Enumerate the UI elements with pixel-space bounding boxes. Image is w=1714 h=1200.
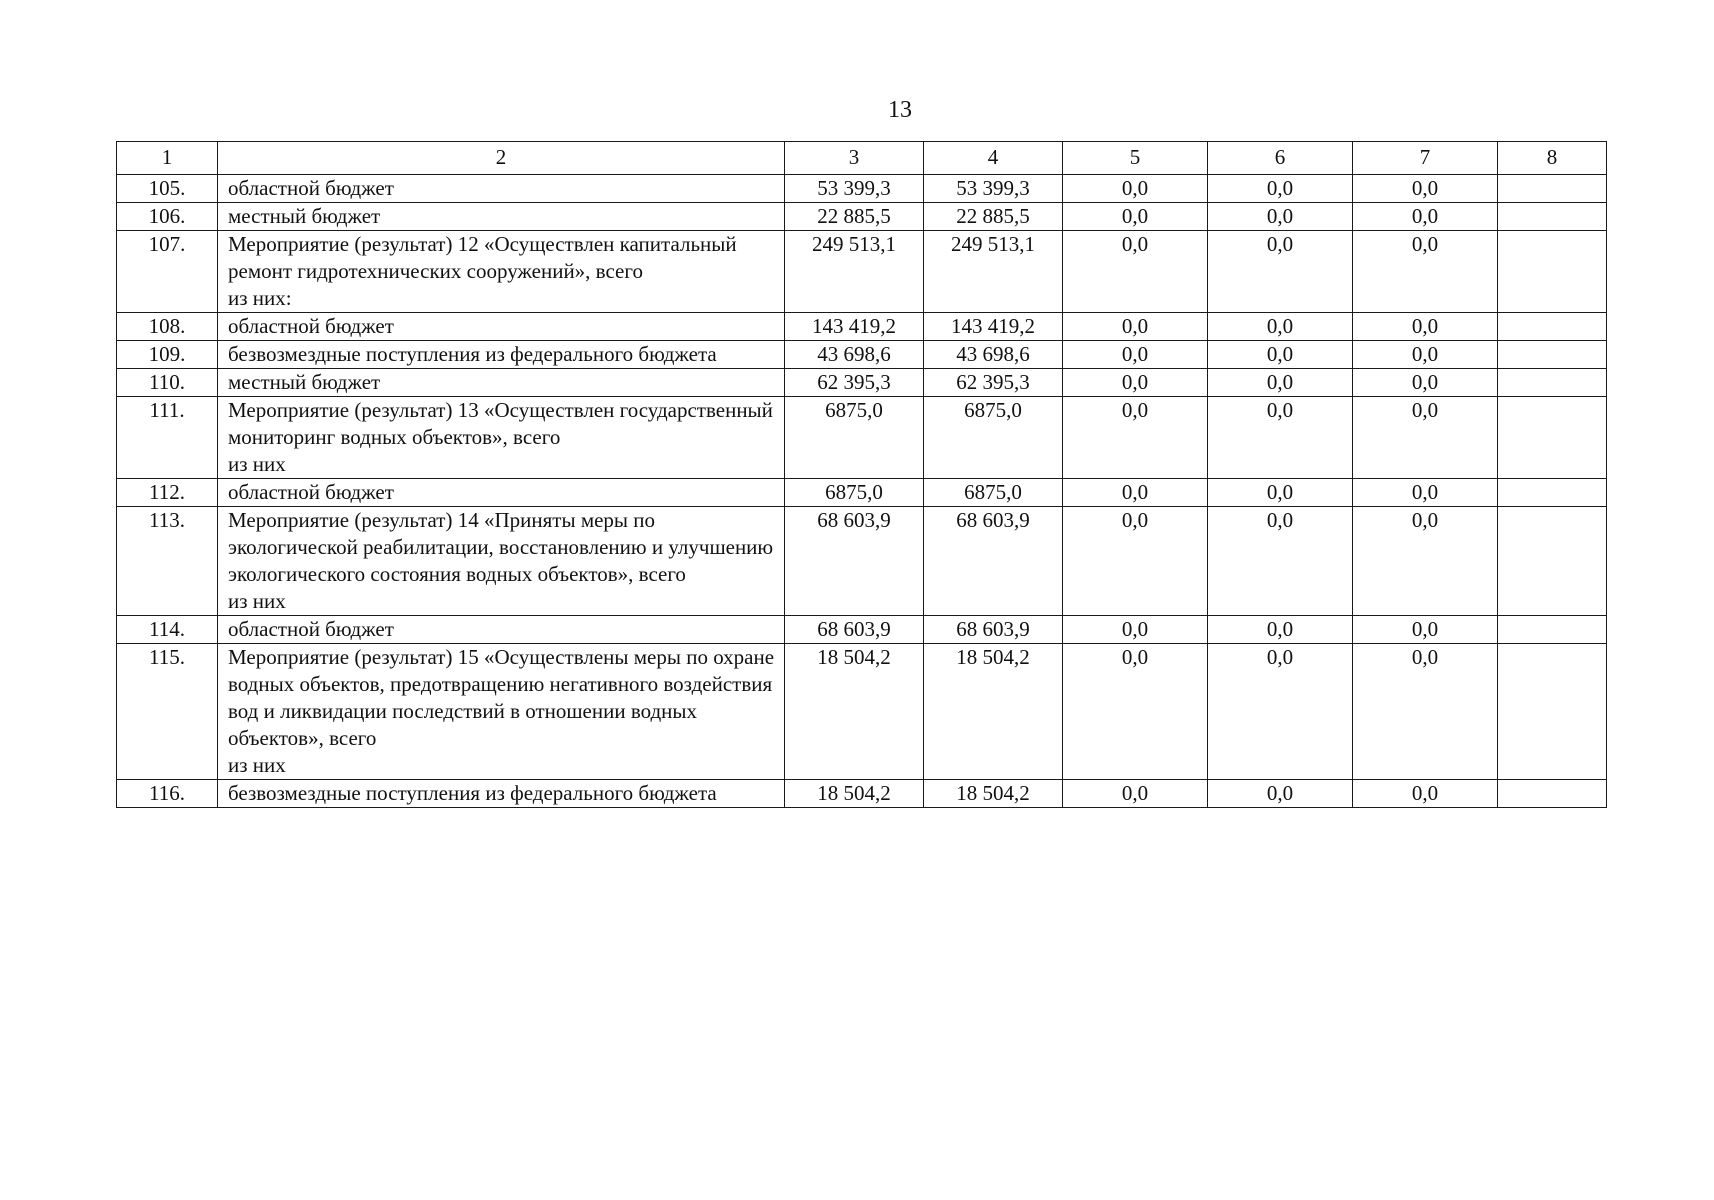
row-description: Мероприятие (результат) 14 «Приняты меры по экологической реабилитации, восстановлению и улучшению экологического состояния водных объектов», всего из них [218,507,785,616]
cell-col5: 0,0 [1063,780,1208,808]
row-number: 107. [117,231,218,313]
row-number: 108. [117,313,218,341]
row-number: 114. [117,616,218,644]
cell-col8 [1498,507,1607,616]
table-row [117,369,1607,397]
cell-col4: 22 885,5 [924,203,1063,231]
row-number: 111. [117,397,218,479]
cell-col4: 249 513,1 [924,231,1063,313]
row-description: Мероприятие (результат) 12 «Осуществлен капитальный ремонт гидротехнических сооружений», всего из них: [218,231,785,313]
cell-col6: 0,0 [1208,369,1353,397]
cell-col5: 0,0 [1063,231,1208,313]
cell-col4: 53 399,3 [924,175,1063,203]
row-description: безвозмездные поступления из федерального бюджета [218,780,785,808]
column-header-1: 1 [117,142,218,175]
cell-col4: 143 419,2 [924,313,1063,341]
row-description: местный бюджет [218,203,785,231]
cell-col4: 18 504,2 [924,780,1063,808]
cell-col4: 68 603,9 [924,507,1063,616]
table-row [117,175,1607,203]
cell-col5: 0,0 [1063,644,1208,780]
cell-col7: 0,0 [1353,397,1498,479]
cell-col8 [1498,313,1607,341]
row-description: областной бюджет [218,175,785,203]
cell-col6: 0,0 [1208,616,1353,644]
cell-col3: 43 698,6 [785,341,924,369]
table-row [117,313,1607,341]
cell-col6: 0,0 [1208,479,1353,507]
cell-col4: 68 603,9 [924,616,1063,644]
cell-col4: 62 395,3 [924,369,1063,397]
cell-col3: 53 399,3 [785,175,924,203]
table-row [117,231,1607,313]
cell-col7: 0,0 [1353,369,1498,397]
row-number: 112. [117,479,218,507]
cell-col6: 0,0 [1208,397,1353,479]
row-number: 115. [117,644,218,780]
cell-col3: 22 885,5 [785,203,924,231]
cell-col3: 68 603,9 [785,616,924,644]
column-header-6: 6 [1208,142,1353,175]
row-description: областной бюджет [218,479,785,507]
row-number: 109. [117,341,218,369]
table-row [117,507,1607,616]
cell-col7: 0,0 [1353,175,1498,203]
row-number: 105. [117,175,218,203]
cell-col6: 0,0 [1208,780,1353,808]
cell-col5: 0,0 [1063,507,1208,616]
cell-col5: 0,0 [1063,341,1208,369]
cell-col5: 0,0 [1063,479,1208,507]
budget-table [116,141,1607,808]
cell-col8 [1498,780,1607,808]
table-body [117,175,1607,808]
cell-col5: 0,0 [1063,397,1208,479]
row-number: 113. [117,507,218,616]
cell-col5: 0,0 [1063,313,1208,341]
cell-col8 [1498,175,1607,203]
cell-col7: 0,0 [1353,341,1498,369]
table-row [117,780,1607,808]
cell-col6: 0,0 [1208,231,1353,313]
cell-col8 [1498,341,1607,369]
cell-col8 [1498,397,1607,479]
table-row [117,644,1607,780]
table-row [117,479,1607,507]
budget-table-container [116,141,1607,808]
cell-col8 [1498,616,1607,644]
row-description: Мероприятие (результат) 15 «Осуществлены меры по охране водных объектов, предотвращению негативного воздействия вод и ликвидации последствий в отношении водных объектов», всего из них [218,644,785,780]
cell-col7: 0,0 [1353,507,1498,616]
cell-col6: 0,0 [1208,203,1353,231]
cell-col3: 18 504,2 [785,780,924,808]
cell-col3: 143 419,2 [785,313,924,341]
column-header-5: 5 [1063,142,1208,175]
row-description: безвозмездные поступления из федерального бюджета [218,341,785,369]
cell-col3: 18 504,2 [785,644,924,780]
cell-col7: 0,0 [1353,313,1498,341]
cell-col4: 6875,0 [924,479,1063,507]
cell-col8 [1498,231,1607,313]
table-row [117,341,1607,369]
table-header-row [117,142,1607,175]
cell-col5: 0,0 [1063,616,1208,644]
cell-col5: 0,0 [1063,203,1208,231]
cell-col7: 0,0 [1353,479,1498,507]
cell-col8 [1498,644,1607,780]
cell-col5: 0,0 [1063,369,1208,397]
column-header-7: 7 [1353,142,1498,175]
cell-col7: 0,0 [1353,203,1498,231]
page-number: 13 [888,97,912,123]
cell-col6: 0,0 [1208,313,1353,341]
table-row [117,616,1607,644]
cell-col8 [1498,479,1607,507]
cell-col7: 0,0 [1353,780,1498,808]
cell-col6: 0,0 [1208,175,1353,203]
column-header-8: 8 [1498,142,1607,175]
cell-col3: 6875,0 [785,479,924,507]
cell-col6: 0,0 [1208,341,1353,369]
cell-col7: 0,0 [1353,644,1498,780]
cell-col6: 0,0 [1208,507,1353,616]
cell-col3: 6875,0 [785,397,924,479]
row-number: 110. [117,369,218,397]
column-header-4: 4 [924,142,1063,175]
row-description: областной бюджет [218,313,785,341]
cell-col4: 18 504,2 [924,644,1063,780]
cell-col7: 0,0 [1353,231,1498,313]
table-row [117,203,1607,231]
cell-col5: 0,0 [1063,175,1208,203]
cell-col4: 6875,0 [924,397,1063,479]
cell-col6: 0,0 [1208,644,1353,780]
cell-col8 [1498,203,1607,231]
row-description: Мероприятие (результат) 13 «Осуществлен государственный мониторинг водных объектов», всего из них [218,397,785,479]
table-row [117,397,1607,479]
row-number: 106. [117,203,218,231]
column-header-3: 3 [785,142,924,175]
cell-col7: 0,0 [1353,616,1498,644]
cell-col8 [1498,369,1607,397]
cell-col4: 43 698,6 [924,341,1063,369]
row-description: областной бюджет [218,616,785,644]
cell-col3: 68 603,9 [785,507,924,616]
cell-col3: 249 513,1 [785,231,924,313]
row-description: местный бюджет [218,369,785,397]
cell-col3: 62 395,3 [785,369,924,397]
row-number: 116. [117,780,218,808]
column-header-2: 2 [218,142,785,175]
